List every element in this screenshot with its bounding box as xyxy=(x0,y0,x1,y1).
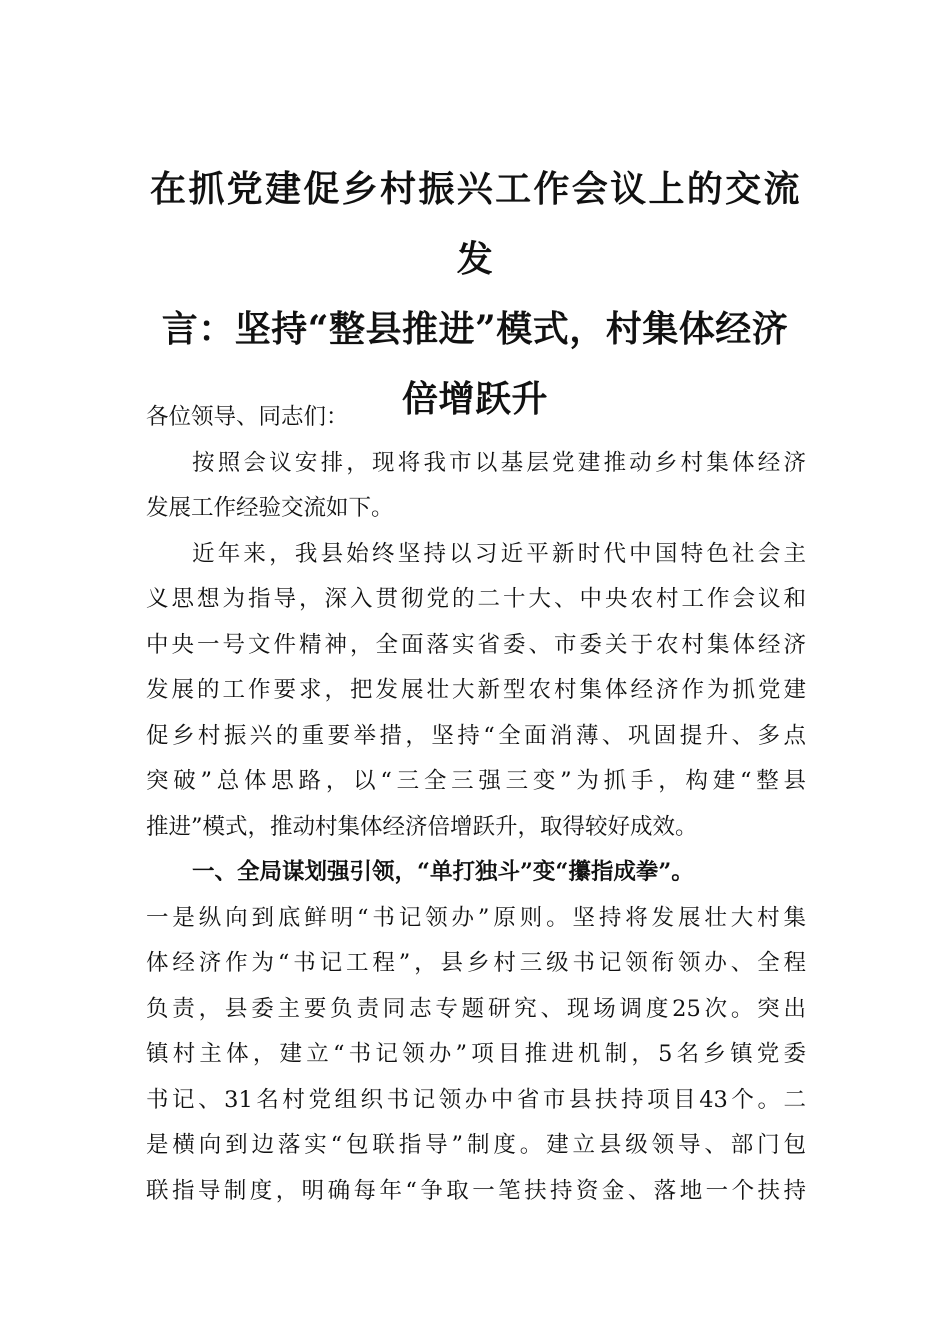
title-line: 言：坚持“整县推进”模式，村集体经济 xyxy=(161,308,789,350)
salutation: 各位领导、同志们： xyxy=(146,404,349,430)
body-line: 突破”总体思路，以“三全三强三变”为抓手，构建“整县 xyxy=(146,768,806,794)
body-line: 一是纵向到底鲜明“书记领办”原则。坚持将发展壮大村集 xyxy=(146,904,806,931)
body-line: 书记、31名村党组织书记领办中省市县扶持项目43个。二 xyxy=(146,1086,806,1113)
section-heading: 一、全局谋划强引领，“单打独斗”变“攥指成拳”。 xyxy=(192,859,694,885)
body-line: 中央一号文件精神，全面落实省委、市委关于农村集体经济 xyxy=(146,631,806,658)
body-line: 按照会议安排，现将我市以基层党建推动乡村集体经济 xyxy=(192,449,806,476)
document-title xyxy=(150,154,800,434)
body-line: 负责，县委主要负责同志专题研究、现场调度25次。突出 xyxy=(146,995,806,1022)
title-line: 倍增跃升 xyxy=(401,378,548,420)
body-line: 体经济作为“书记工程”，县乡村三级书记领衔领办、全程 xyxy=(146,950,806,976)
body-line: 促乡村振兴的重要举措，坚持“全面消薄、巩固提升、多点 xyxy=(146,722,806,749)
body-line: 义思想为指导，深入贯彻党的二十大、中央农村工作会议和 xyxy=(146,586,806,612)
body-line: 是横向到边落实“包联指导”制度。建立县级领导、部门包 xyxy=(146,1132,806,1158)
title-line: 在抓党建促乡村振兴工作会议上的交流发 xyxy=(150,168,800,280)
body-line: 联指导制度，明确每年“争取一笔扶持资金、落地一个扶持 xyxy=(146,1177,806,1204)
body-line: 发展的工作要求，把发展壮大新型农村集体经济作为抓党建 xyxy=(146,677,806,703)
body-line: 镇村主体，建立“书记领办”项目推进机制，5名乡镇党委 xyxy=(146,1041,806,1067)
body-line: 推进”模式，推动村集体经济倍增跃升，取得较好成效。 xyxy=(146,813,698,840)
body-line: 发展工作经验交流如下。 xyxy=(146,495,394,521)
body-line: 近年来，我县始终坚持以习近平新时代中国特色社会主 xyxy=(192,540,806,567)
document-body xyxy=(146,395,806,1214)
